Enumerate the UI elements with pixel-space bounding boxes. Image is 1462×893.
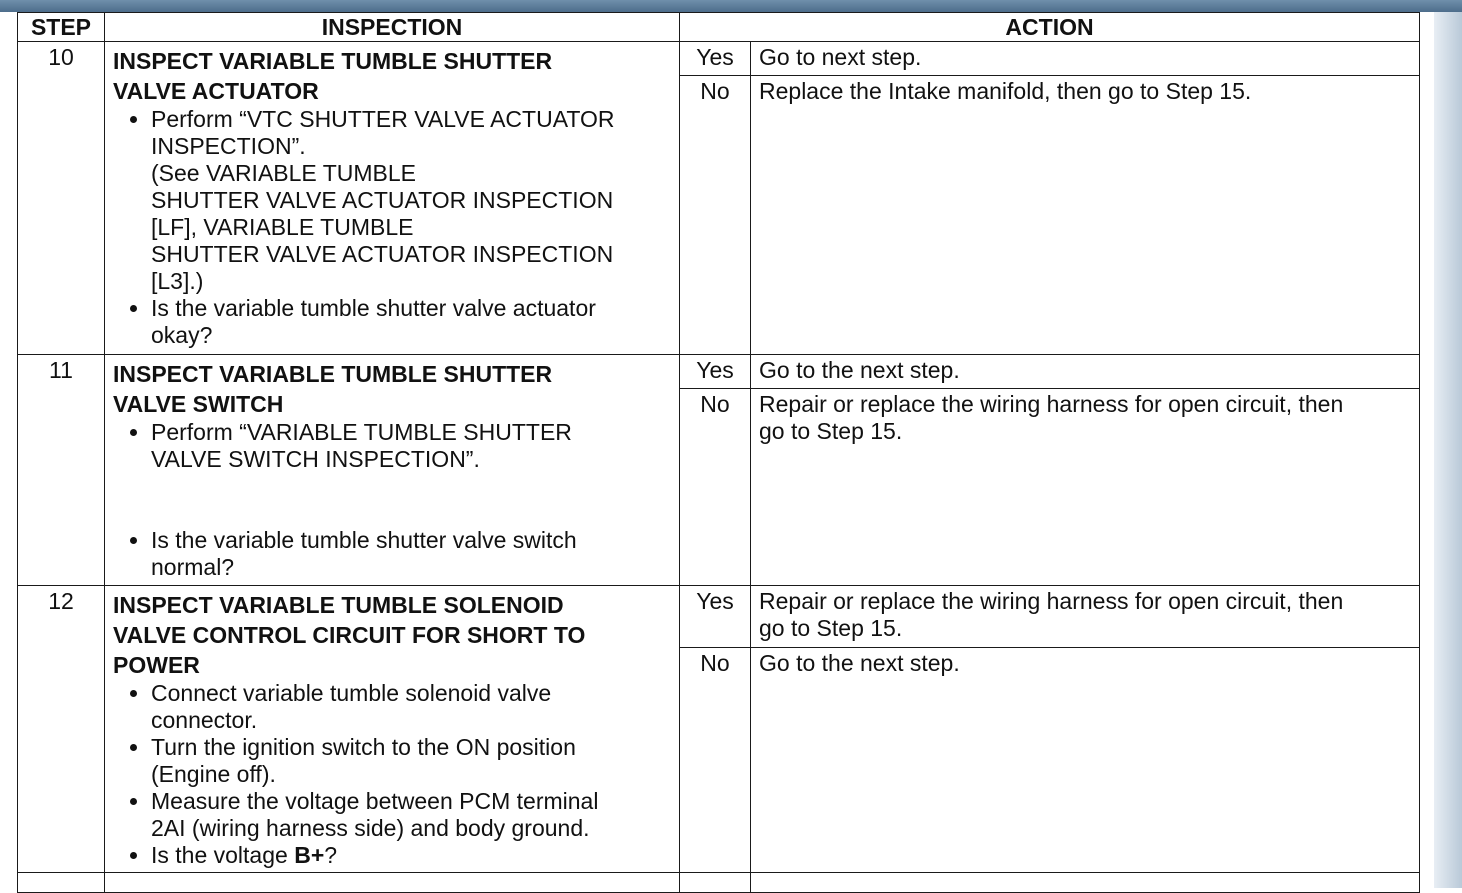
no-label: No: [680, 389, 751, 586]
no-label: No: [680, 648, 751, 873]
yes-label: Yes: [680, 355, 751, 389]
no-action: Go to the next step.: [751, 648, 1420, 873]
step-title: INSPECT VARIABLE TUMBLE SHUTTER VALVE ACTUATOR: [113, 48, 553, 104]
no-label: No: [680, 76, 751, 355]
yes-action: Repair or replace the wiring harness for open circuit, then go to Step 15.: [751, 586, 1420, 648]
right-scroll-gutter: [1434, 12, 1462, 888]
list-item: • Is the variable tumble shutter valve actuator okay?: [151, 295, 671, 349]
list-item: • Is the variable tumble shutter valve switch normal?: [151, 527, 671, 581]
step-inspection-cell: [105, 42, 680, 355]
step-10-yes-row: [18, 42, 1420, 76]
step-title: INSPECT VARIABLE TUMBLE SOLENOID VALVE CONTROL CIRCUIT FOR SHORT TO POWER: [113, 592, 586, 678]
step-11-yes-row: [18, 355, 1420, 389]
yes-action: Go to the next step.: [751, 355, 1420, 389]
header-step: STEP: [18, 13, 105, 42]
header-action: ACTION: [680, 13, 1420, 42]
step-number: 11: [18, 355, 105, 586]
step-number: 10: [18, 42, 105, 355]
inspection-list: [113, 106, 671, 349]
table-header-row: [18, 13, 1420, 42]
step-inspection-cell: [105, 586, 680, 873]
list-item: • Connect variable tumble solenoid valve connector.: [151, 680, 671, 734]
list-item: • Is the voltage B+?: [151, 842, 671, 869]
step-12-yes-row: [18, 586, 1420, 648]
inspection-list: [113, 680, 671, 869]
top-window-bar: [0, 0, 1462, 12]
yes-label: Yes: [680, 42, 751, 76]
list-item: • Perform “VARIABLE TUMBLE SHUTTER VALVE SWITCH INSPECTION”.: [151, 419, 671, 527]
list-item: • Perform “VTC SHUTTER VALVE ACTUATOR INSPECTION”. (See VARIABLE TUMBLE SHUTTER VALVE ACTUATOR INSPECTION [LF], VARIABLE TUMBLE SHUTTER VALVE ACTUATOR INSPECTION [L3].): [151, 106, 671, 295]
diagnostic-procedure-table: [17, 12, 1420, 893]
yes-action: Go to next step.: [751, 42, 1420, 76]
step-inspection-cell: [105, 355, 680, 586]
step-title: INSPECT VARIABLE TUMBLE SHUTTER VALVE SWITCH: [113, 361, 553, 417]
inspection-list: [113, 419, 671, 581]
list-item: • Turn the ignition switch to the ON position (Engine off).: [151, 734, 671, 788]
header-inspection: INSPECTION: [105, 13, 680, 42]
no-action: Repair or replace the wiring harness for open circuit, then go to Step 15.: [751, 389, 1420, 586]
step-number: 12: [18, 586, 105, 873]
list-item: • Measure the voltage between PCM terminal 2AI (wiring harness side) and body ground.: [151, 788, 671, 842]
next-step-row-partial: [18, 873, 1420, 893]
no-action: Replace the Intake manifold, then go to Step 15.: [751, 76, 1420, 355]
yes-label: Yes: [680, 586, 751, 648]
